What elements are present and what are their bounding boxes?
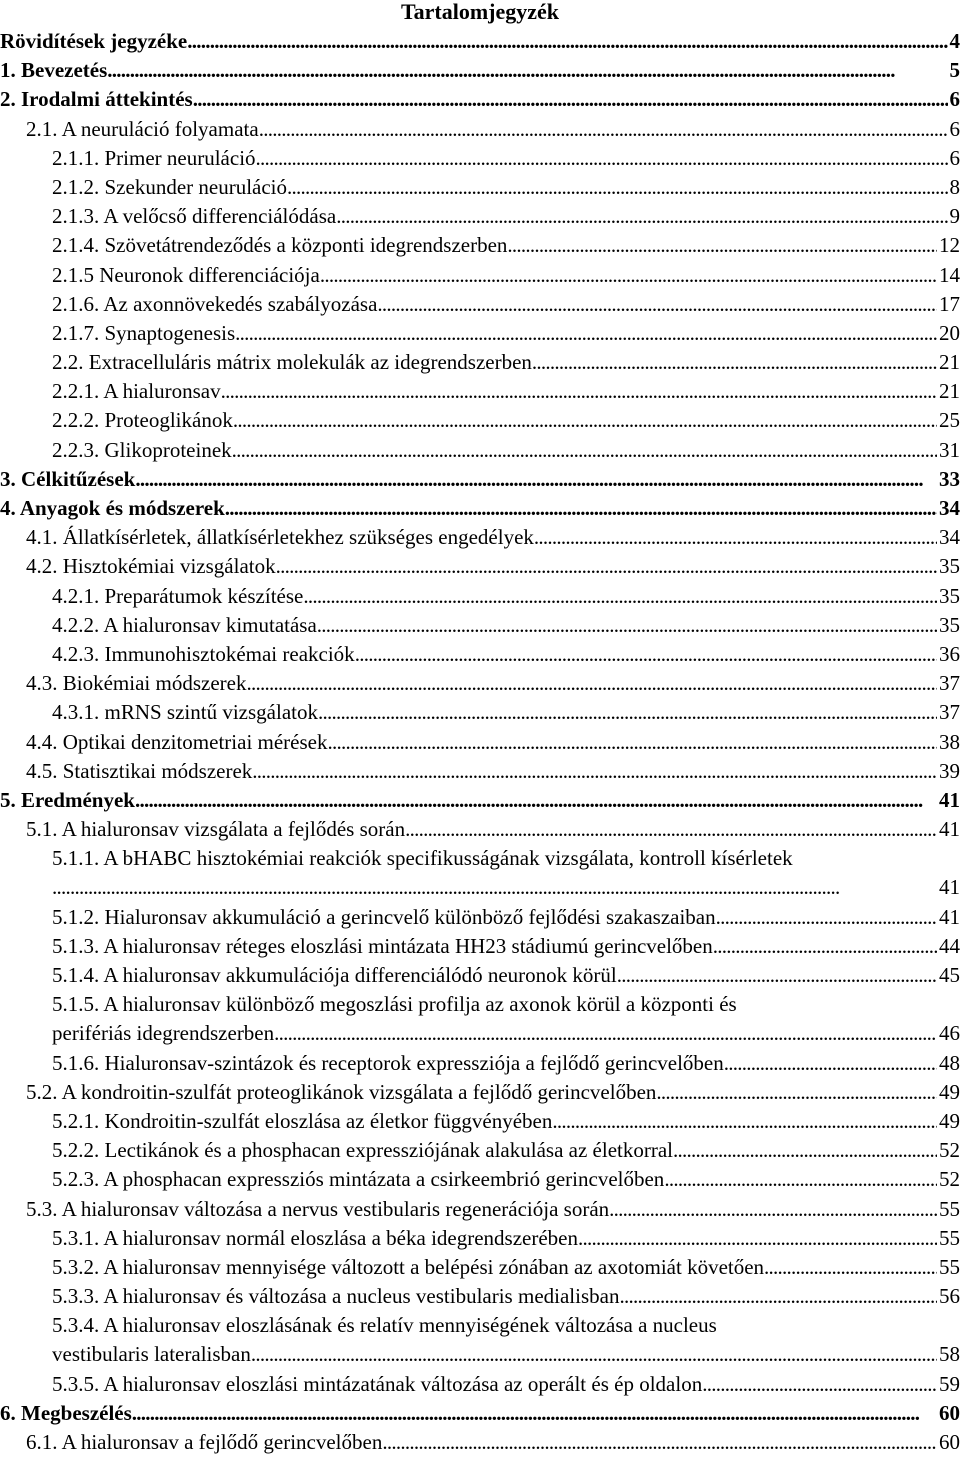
toc-entry[interactable] bbox=[0, 436, 960, 465]
toc-entry-label: 5.3.5. A hialuronsav eloszlási mintázatának változása az operált és ép oldalon bbox=[52, 1370, 702, 1399]
toc-entry[interactable] bbox=[0, 27, 960, 56]
toc-page-number: 41 bbox=[937, 903, 960, 932]
toc-entry-label: 6.1. A hialuronsav a fejlődő gerincvelőben bbox=[26, 1428, 382, 1457]
toc-entry-label: 5.3. A hialuronsav változása a nervus vestibularis regenerációja során bbox=[26, 1195, 609, 1224]
toc-entry[interactable] bbox=[0, 582, 960, 611]
toc-entry-label: 5.1.6. Hialuronsav-szintázok és receptorok expressziója a fejlődő gerincvelőben bbox=[52, 1049, 724, 1078]
dot-leader bbox=[724, 1049, 937, 1078]
toc-page-number: 33 bbox=[937, 465, 960, 494]
dot-leader bbox=[702, 1370, 937, 1399]
toc-entry-label: 4.1. Állatkísérletek, állatkísérletekhez szükséges engedélyek bbox=[26, 523, 534, 552]
dot-leader bbox=[355, 640, 937, 669]
dot-leader bbox=[132, 1399, 937, 1428]
dot-leader bbox=[274, 1019, 937, 1048]
toc-entry-label: 5.2. A kondroitin-szulfát proteoglikánok vizsgálata a fejlődő gerincvelőben bbox=[26, 1078, 656, 1107]
toc-entry-label: 5.1.3. A hialuronsav réteges eloszlási mintázata HH23 stádiumú gerincvelőben bbox=[52, 932, 713, 961]
dot-leader bbox=[135, 786, 937, 815]
toc-page-number: 37 bbox=[937, 669, 960, 698]
toc-page-number: 9 bbox=[948, 202, 960, 231]
toc-entry[interactable] bbox=[0, 903, 960, 932]
toc-entry-label: 2.1.7. Synaptogenesis bbox=[52, 319, 235, 348]
toc-entry-label: 1. Bevezetés bbox=[0, 56, 107, 85]
toc-entry-label: 2.1.4. Szövetátrendeződés a központi idegrendszerben bbox=[52, 231, 507, 260]
dot-leader bbox=[673, 1136, 937, 1165]
toc-page-number: 36 bbox=[937, 640, 960, 669]
toc-entry-label: 2.1.1. Primer neuruláció bbox=[52, 144, 256, 173]
dot-leader bbox=[251, 1340, 937, 1369]
toc-page-number: 41 bbox=[937, 786, 960, 815]
toc-page-number: 6 bbox=[948, 144, 960, 173]
dot-leader bbox=[716, 903, 937, 932]
toc-entry[interactable] bbox=[0, 494, 960, 523]
toc-entry-label: 2.1.2. Szekunder neuruláció bbox=[52, 173, 287, 202]
dot-leader bbox=[552, 1107, 937, 1136]
toc-page-number: 41 bbox=[937, 815, 960, 844]
dot-leader bbox=[578, 1224, 937, 1253]
toc-entry[interactable] bbox=[0, 231, 960, 260]
toc-entry-label: 4.5. Statisztikai módszerek bbox=[26, 757, 252, 786]
toc-page-number: 25 bbox=[937, 406, 960, 435]
toc-page-number: 37 bbox=[937, 698, 960, 727]
dot-leader bbox=[382, 1428, 937, 1457]
toc-entry-label: 5.3.2. A hialuronsav mennyisége változott a belépési zónában az axotomiát követően bbox=[52, 1253, 764, 1282]
toc-entry-label: 2. Irodalmi áttekintés bbox=[0, 85, 193, 114]
toc-entry[interactable] bbox=[0, 1107, 960, 1136]
toc-page-number: 55 bbox=[937, 1253, 960, 1282]
dot-leader bbox=[664, 1165, 937, 1194]
dot-leader bbox=[52, 873, 937, 902]
toc-entry[interactable] bbox=[0, 1136, 960, 1165]
toc-page-number: 55 bbox=[937, 1195, 960, 1224]
toc-entry[interactable] bbox=[0, 261, 960, 290]
toc-entry-label: 4.2.2. A hialuronsav kimutatása bbox=[52, 611, 317, 640]
toc-page-number: 60 bbox=[937, 1428, 960, 1457]
dot-leader bbox=[225, 494, 937, 523]
dot-leader bbox=[377, 290, 937, 319]
toc-entry[interactable] bbox=[0, 523, 960, 552]
toc-entry-label: 2.1.6. Az axonnövekedés szabályozása bbox=[52, 290, 377, 319]
dot-leader bbox=[256, 144, 948, 173]
toc-entry[interactable] bbox=[0, 115, 960, 144]
dot-leader bbox=[235, 319, 937, 348]
toc-page-number: 20 bbox=[937, 319, 960, 348]
toc-entry[interactable] bbox=[0, 728, 960, 757]
dot-leader bbox=[532, 348, 937, 377]
toc-entry-label-continued: vestibularis lateralisban bbox=[52, 1340, 251, 1369]
toc-entry-label: 2.1.5 Neuronok differenciációja bbox=[52, 261, 320, 290]
toc-entry-label: 5.1.5. A hialuronsav különböző megoszlási profilja az axonok körül a központi és bbox=[52, 990, 737, 1019]
toc-page-number: 55 bbox=[937, 1224, 960, 1253]
toc-entry-label: 5.1.4. A hialuronsav akkumulációja differenciálódó neuronok körül bbox=[52, 961, 617, 990]
toc-entry[interactable] bbox=[0, 552, 960, 581]
toc-entry-label: 5.3.1. A hialuronsav normál eloszlása a béka idegrendszerében bbox=[52, 1224, 578, 1253]
dot-leader bbox=[609, 1195, 937, 1224]
toc-entry-label: 5.2.3. A phosphacan expressziós mintázata a csirkeembrió gerincvelőben bbox=[52, 1165, 664, 1194]
toc-entry[interactable] bbox=[0, 990, 960, 1048]
dot-leader bbox=[246, 669, 937, 698]
toc-list bbox=[0, 27, 960, 1457]
toc-page-number: 21 bbox=[937, 377, 960, 406]
toc-page-number: 8 bbox=[948, 173, 960, 202]
dot-leader bbox=[221, 377, 937, 406]
toc-entry[interactable] bbox=[0, 1078, 960, 1107]
toc-entry-label: 4.2. Hisztokémiai vizsgálatok bbox=[26, 552, 276, 581]
dot-leader bbox=[187, 27, 947, 56]
toc-entry[interactable] bbox=[0, 56, 960, 85]
toc-entry-label: 3. Célkitűzések bbox=[0, 465, 135, 494]
toc-entry[interactable] bbox=[0, 698, 960, 727]
toc-page-number: 35 bbox=[937, 582, 960, 611]
toc-page-number: 35 bbox=[937, 552, 960, 581]
toc-entry[interactable] bbox=[0, 1311, 960, 1369]
toc-page-number: 41 bbox=[937, 873, 960, 902]
toc-entry[interactable] bbox=[0, 202, 960, 231]
toc-entry-label: 2.1.3. A velőcső differenciálódása bbox=[52, 202, 336, 231]
toc-entry[interactable] bbox=[0, 1282, 960, 1311]
toc-entry-label: 4.3.1. mRNS szintű vizsgálatok bbox=[52, 698, 318, 727]
toc-entry[interactable] bbox=[0, 611, 960, 640]
dot-leader bbox=[317, 611, 937, 640]
dot-leader bbox=[713, 932, 937, 961]
dot-leader bbox=[232, 436, 937, 465]
toc-entry[interactable] bbox=[0, 786, 960, 815]
dot-leader bbox=[507, 231, 937, 260]
toc-entry[interactable] bbox=[0, 173, 960, 202]
toc-entry-label: 4.3. Biokémiai módszerek bbox=[26, 669, 246, 698]
toc-entry[interactable] bbox=[0, 1224, 960, 1253]
dot-leader bbox=[252, 757, 937, 786]
dot-leader bbox=[107, 56, 947, 85]
toc-entry[interactable] bbox=[0, 377, 960, 406]
toc-page-number: 34 bbox=[937, 494, 960, 523]
dot-leader bbox=[656, 1078, 937, 1107]
toc-entry[interactable] bbox=[0, 844, 960, 902]
toc-entry-label: 5.2.1. Kondroitin-szulfát eloszlása az életkor függvényében bbox=[52, 1107, 552, 1136]
toc-entry[interactable] bbox=[0, 1165, 960, 1194]
toc-page-number: 12 bbox=[937, 231, 960, 260]
dot-leader bbox=[617, 961, 937, 990]
toc-page-number: 60 bbox=[937, 1399, 960, 1428]
dot-leader bbox=[328, 728, 938, 757]
toc-entry-label: 5.3.3. A hialuronsav és változása a nucleus vestibularis medialisban bbox=[52, 1282, 619, 1311]
toc-entry-label: Rövidítések jegyzéke bbox=[0, 27, 187, 56]
toc-page-number: 5 bbox=[948, 56, 960, 85]
toc-page-number: 45 bbox=[937, 961, 960, 990]
toc-page-number: 46 bbox=[937, 1019, 960, 1048]
toc-entry[interactable] bbox=[0, 1370, 960, 1399]
toc-entry[interactable] bbox=[0, 348, 960, 377]
toc-entry-label: 4.2.1. Preparátumok készítése bbox=[52, 582, 303, 611]
toc-entry[interactable] bbox=[0, 669, 960, 698]
toc-entry[interactable] bbox=[0, 290, 960, 319]
toc-entry[interactable] bbox=[0, 932, 960, 961]
dot-leader bbox=[303, 582, 937, 611]
toc-entry-label: 2.2.1. A hialuronsav bbox=[52, 377, 221, 406]
toc-entry-label: 2.1. A neuruláció folyamata bbox=[26, 115, 259, 144]
dot-leader bbox=[619, 1282, 937, 1311]
toc-entry[interactable] bbox=[0, 1428, 960, 1457]
toc-entry-label: 5.3.4. A hialuronsav eloszlásának és relatív mennyiségének változása a nucleus bbox=[52, 1311, 717, 1340]
toc-entry[interactable] bbox=[0, 1253, 960, 1282]
toc-entry[interactable] bbox=[0, 406, 960, 435]
toc-page-number: 38 bbox=[937, 728, 960, 757]
toc-entry-label: 6. Megbeszélés bbox=[0, 1399, 132, 1428]
toc-entry-label-continued: perifériás idegrendszerben bbox=[52, 1019, 274, 1048]
toc-page-number: 6 bbox=[948, 115, 960, 144]
toc-page-number: 44 bbox=[937, 932, 960, 961]
toc-entry[interactable] bbox=[0, 640, 960, 669]
toc-page-number: 35 bbox=[937, 611, 960, 640]
dot-leader bbox=[764, 1253, 937, 1282]
dot-leader bbox=[135, 465, 937, 494]
toc-entry[interactable] bbox=[0, 757, 960, 786]
toc-entry-label: 5.1.1. A bHABC hisztokémiai reakciók specifikusságának vizsgálata, kontroll kísérletek bbox=[52, 844, 793, 873]
dot-leader bbox=[259, 115, 948, 144]
dot-leader bbox=[318, 698, 937, 727]
toc-entry[interactable] bbox=[0, 319, 960, 348]
toc-entry[interactable] bbox=[0, 961, 960, 990]
page-title: Tartalomjegyzék bbox=[0, 0, 960, 25]
toc-page-number: 52 bbox=[937, 1136, 960, 1165]
dot-leader bbox=[534, 523, 937, 552]
toc-entry-label: 5.1.2. Hialuronsav akkumuláció a gerincvelő különböző fejlődési szakaszaiban bbox=[52, 903, 716, 932]
toc-page-number: 39 bbox=[937, 757, 960, 786]
toc-page-number: 34 bbox=[937, 523, 960, 552]
dot-leader bbox=[233, 406, 937, 435]
toc-page-number: 21 bbox=[937, 348, 960, 377]
toc-page-number: 56 bbox=[937, 1282, 960, 1311]
toc-entry[interactable] bbox=[0, 1049, 960, 1078]
dot-leader bbox=[336, 202, 947, 231]
toc-entry-label: 2.2.3. Glikoproteinek bbox=[52, 436, 232, 465]
toc-entry[interactable] bbox=[0, 815, 960, 844]
toc-entry-label: 5.1. A hialuronsav vizsgálata a fejlődés során bbox=[26, 815, 405, 844]
toc-entry[interactable] bbox=[0, 85, 960, 114]
toc-page-number: 6 bbox=[948, 85, 960, 114]
toc-entry-label: 2.2.2. Proteoglikánok bbox=[52, 406, 233, 435]
dot-leader bbox=[287, 173, 947, 202]
toc-entry-label: 4. Anyagok és módszerek bbox=[0, 494, 225, 523]
toc-entry-label: 5.2.2. Lectikánok és a phosphacan expressziójának alakulása az életkorral bbox=[52, 1136, 673, 1165]
toc-page-number: 49 bbox=[937, 1107, 960, 1136]
toc-entry[interactable] bbox=[0, 144, 960, 173]
toc-page-number: 52 bbox=[937, 1165, 960, 1194]
toc-entry[interactable] bbox=[0, 465, 960, 494]
toc-page-number: 59 bbox=[937, 1370, 960, 1399]
dot-leader bbox=[405, 815, 937, 844]
toc-entry-label: 4.2.3. Immunohisztokémai reakciók bbox=[52, 640, 355, 669]
toc-page-number: 17 bbox=[937, 290, 960, 319]
toc-page-number: 48 bbox=[937, 1049, 960, 1078]
toc-page-number: 31 bbox=[937, 436, 960, 465]
toc-entry-label: 5. Eredmények bbox=[0, 786, 135, 815]
toc-page-number: 4 bbox=[948, 27, 960, 56]
dot-leader bbox=[276, 552, 937, 581]
dot-leader bbox=[320, 261, 937, 290]
toc-page-number: 49 bbox=[937, 1078, 960, 1107]
toc-entry[interactable] bbox=[0, 1399, 960, 1428]
toc-entry-label: 4.4. Optikai denzitometriai mérések bbox=[26, 728, 328, 757]
toc-entry-label: 2.2. Extracelluláris mátrix molekulák az idegrendszerben bbox=[52, 348, 532, 377]
dot-leader bbox=[193, 85, 948, 114]
toc-page-number: 14 bbox=[937, 261, 960, 290]
toc-entry[interactable] bbox=[0, 1195, 960, 1224]
toc-page-number: 58 bbox=[937, 1340, 960, 1369]
